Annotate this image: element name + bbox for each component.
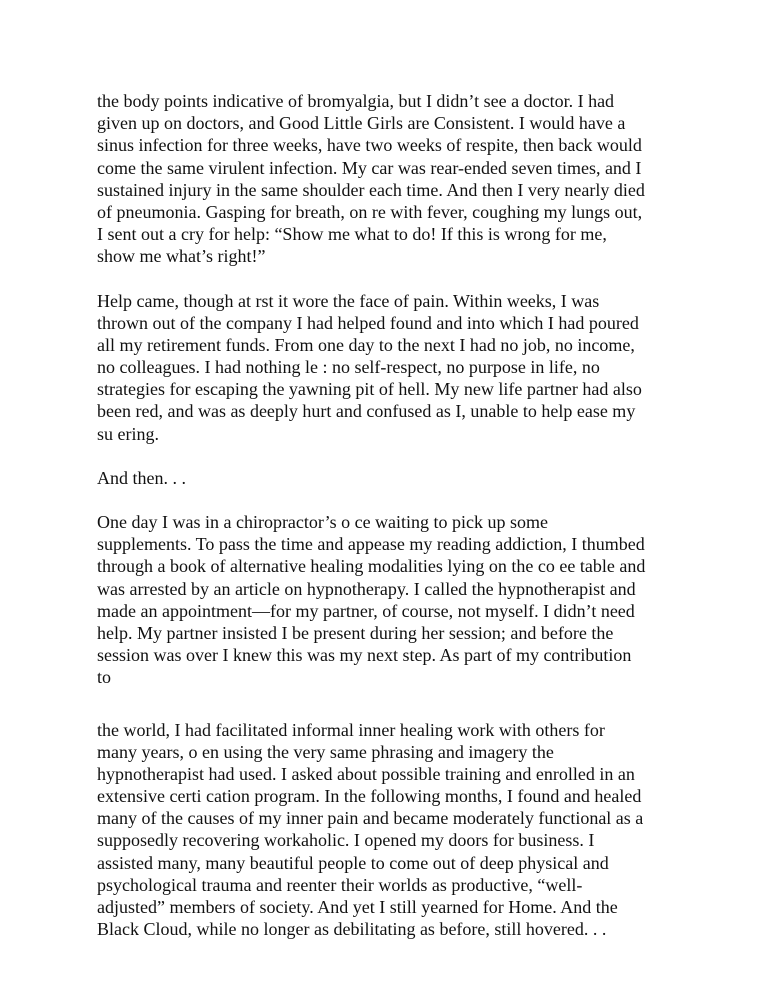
text-line: through a book of alternative healing modalities lying on the co ee table and [97,556,646,577]
text-line: One day I was in a chiropractor’s o ce waiting to pick up some [97,512,549,532]
paragraph-4 [97,511,687,689]
text-line: adjusted” members of society. And yet I still yearned for Home. And the [97,897,618,917]
text-line: hypnotherapist had used. I asked about possible training and enrolled in an [97,763,635,784]
text-line: psychological trauma and reenter their worlds as productive, “well- [97,874,583,895]
text-line: extensive certi cation program. In the following months, I found and healed [97,786,642,807]
text-line: come the same virulent infection. My car was rear-ended seven times, and I [97,157,642,178]
text-line: to [97,667,112,688]
text-line: no colleagues. I had nothing le : no self-respect, no purpose in life, no [97,357,600,378]
paragraph-1 [97,90,687,268]
text-line: help. My partner insisted I be present during her session; and before the [97,622,614,643]
text-line: many years, o en using the very same phrasing and imagery the [97,741,554,762]
text-line: thrown out of the company I had helped found and into which I had poured [97,312,639,333]
text-line: supposedly recovering workaholic. I opened my doors for business. I [97,830,595,851]
text-line: was arrested by an article on hypnotherapy. I called the hypnotherapist and [97,578,636,599]
text-line: su ering. [97,423,159,444]
text-line: strategies for escaping the yawning pit of hell. My new life partner had also [97,379,642,400]
text-line: been red, and was as deeply hurt and confused as I, unable to help ease my [97,401,636,422]
text-line: given up on doctors, and Good Little Girls are Consistent. I would have a [97,113,626,134]
text-line: all my retirement funds. From one day to the next I had no job, no income, [97,334,635,355]
text-line: session was over I knew this was my next step. As part of my contribution [97,645,632,666]
text-line: made an appointment—for my partner, of course, not myself. I didn’t need [97,600,635,621]
paragraph-5 [97,719,687,941]
text-line: show me what’s right!” [97,246,266,267]
text-line: sinus infection for three weeks, have two weeks of respite, then back would [97,135,642,156]
text-line: the world, I had facilitated informal inner healing work with others for [97,719,605,740]
paragraph-3 [97,467,687,489]
text-line: supplements. To pass the time and appease my reading addiction, I thumbed [97,534,645,555]
document-page [97,90,687,940]
text-line: the body points indicative of bromyalgia, but I didn’t see a doctor. I had [97,91,615,111]
text-line: I sent out a cry for help: “Show me what to do! If this is wrong for me, [97,224,607,245]
text-line: assisted many, many beautiful people to come out of deep physical and [97,852,609,873]
text-line: of pneumonia. Gasping for breath, on re with fever, coughing my lungs out, [97,201,643,222]
text-line: Help came, though at rst it wore the face of pain. Within weeks, I was [97,290,600,311]
text-line: sustained injury in the same shoulder each time. And then I very nearly died [97,179,645,200]
text-line: And then. . . [97,467,186,488]
text-line: many of the causes of my inner pain and became moderately functional as a [97,808,644,829]
paragraph-2 [97,290,687,445]
text-line: Black Cloud, while no longer as debilitating as before, still hovered. . . [97,919,607,940]
